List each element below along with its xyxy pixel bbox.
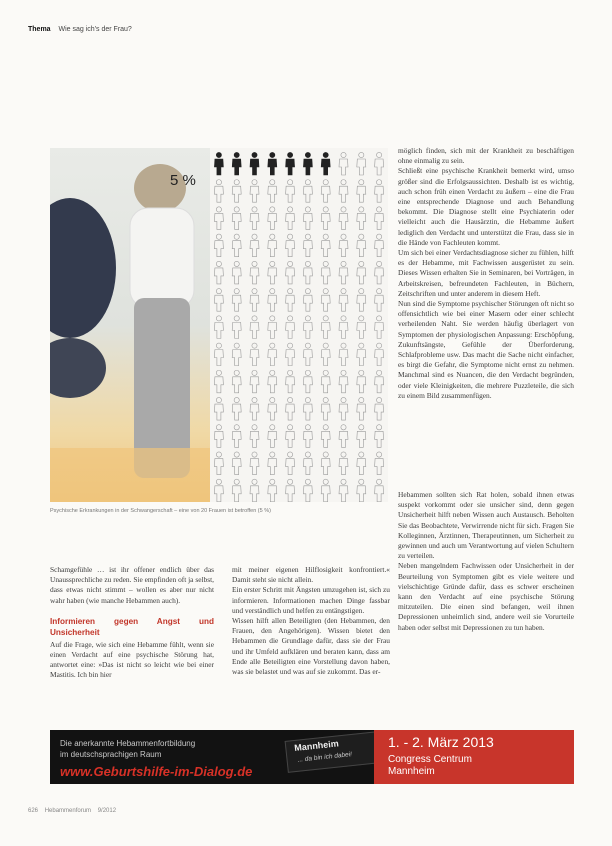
person-figure bbox=[303, 343, 312, 366]
person-figure bbox=[339, 152, 348, 175]
person-figure bbox=[375, 180, 384, 203]
ad-badge-sub: ... da bin ich dabei! bbox=[297, 751, 353, 764]
person-figure bbox=[357, 370, 366, 393]
ad-line-2: im deutschsprachigen Raum bbox=[60, 750, 162, 759]
person-figure bbox=[357, 479, 366, 502]
person-figure bbox=[268, 452, 277, 475]
person-figure bbox=[357, 316, 366, 339]
ad-venue-line-1: Congress Centrum bbox=[388, 754, 472, 765]
person-figure bbox=[268, 289, 277, 312]
person-figure-highlighted bbox=[268, 152, 277, 175]
person-figure bbox=[339, 479, 348, 502]
person-figure bbox=[250, 479, 259, 502]
person-figure bbox=[303, 425, 312, 448]
person-figure bbox=[250, 343, 259, 366]
person-figure bbox=[286, 234, 295, 257]
person-figure bbox=[303, 180, 312, 203]
person-figure bbox=[250, 180, 259, 203]
person-figure bbox=[357, 207, 366, 230]
person-figure bbox=[268, 397, 277, 420]
person-figure bbox=[250, 452, 259, 475]
person-figure bbox=[357, 425, 366, 448]
person-figure bbox=[375, 234, 384, 257]
paragraph: möglich finden, sich mit der Krankheit zu beschäftigen ohne einmalig zu sein. bbox=[398, 146, 574, 166]
page-number: 626 bbox=[28, 808, 39, 814]
person-figure bbox=[232, 452, 241, 475]
issue-number: 9/2012 bbox=[97, 808, 117, 814]
person-figure bbox=[214, 425, 223, 448]
paragraph: Ein erster Schritt mit Ängsten umzugehen ist, sich zu informieren. Informationen machen Dinge fassbar und verständlich und helfen zu entängstigen. bbox=[232, 585, 390, 615]
person-figure bbox=[286, 207, 295, 230]
person-figure bbox=[232, 261, 241, 284]
person-figure bbox=[268, 316, 277, 339]
person-figure bbox=[321, 261, 330, 284]
person-figure bbox=[321, 425, 330, 448]
person-figure bbox=[232, 316, 241, 339]
section-label: Thema bbox=[28, 26, 51, 33]
person-figure bbox=[339, 343, 348, 366]
column-left bbox=[50, 565, 214, 681]
figure-grid-svg bbox=[210, 148, 388, 502]
ad-badge bbox=[285, 731, 382, 773]
person-figure bbox=[375, 425, 384, 448]
person-figure bbox=[339, 261, 348, 284]
person-figure bbox=[268, 180, 277, 203]
person-figure bbox=[232, 207, 241, 230]
person-figure bbox=[268, 370, 277, 393]
section-title: Wie sag ich's der Frau? bbox=[58, 26, 132, 33]
paragraph: Hebammen sollten sich Rat holen, sobald ihnen etwas suspekt vorkommt oder sie unsicher sind, denn gegen Unsicherheit hilft neben Wissen auch Austausch. Beholten Sie das Beobachtete, Verwirrende nicht für sich. Fragen Sie Kolleginnen, Ärztinnen, Therapeutinnen, um Sicherheit zu gewinnen und auch um Verantwortung auf vielen Schultern zu verteilen. bbox=[398, 490, 574, 561]
person-figure bbox=[303, 370, 312, 393]
paragraph: Wissen hilft allen Beteiligten (den Hebammen, den Frauen, den Angehörigen). Wissen bietet den Hebammen die Grundlage dafür, dass sie der Frau und ihr Umfeld aufklären und beraten kann, dass am Ende alle Beteiligten eine Vorstellung davon haben, was sie belastet und was auf sie zukommt. Das er- bbox=[232, 616, 390, 677]
person-figure bbox=[268, 234, 277, 257]
person-figure bbox=[232, 397, 241, 420]
column-middle bbox=[232, 565, 390, 677]
person-figure bbox=[375, 289, 384, 312]
person-figure bbox=[303, 316, 312, 339]
person-figure bbox=[339, 180, 348, 203]
person-figure bbox=[321, 234, 330, 257]
column-right-bottom bbox=[398, 490, 574, 633]
paragraph: Auf die Frage, wie sich eine Hebamme fühlt, wenn sie einen Verdacht auf eine psychische Störung hat, antwortet eine: »Das ist nicht so leicht wie bei einer Mastitis. Ich bin hier bbox=[50, 639, 214, 680]
person-figure bbox=[321, 343, 330, 366]
running-header bbox=[28, 26, 132, 33]
ad-tagline bbox=[60, 738, 195, 760]
person-figure-highlighted bbox=[250, 152, 259, 175]
paragraph: Nun sind die Symptome psychischer Störungen oft nicht so offensichtlich wie bei einer Masern oder einer schlecht verheilenden Naht. Sie werden häufig überlagert von Symptomen der physiologischen Anpassung: Erschöpfung, Zukunftsängste, Gefühle der Überforderung, Schlafprobleme usw. Das macht die Sache nicht einfacher, es birgt die Gefahr, die Symptome nicht ernst zu nehmen. Manchmal sind es Nuancen, die den Verdacht begründen, oder viele Kleinigkeiten, die mehrere Puzzleteile, die sich zu einem Bild zusammenfügen. bbox=[398, 299, 574, 400]
ad-date: 1. - 2. März 2013 bbox=[388, 734, 494, 750]
person-figure bbox=[250, 234, 259, 257]
person-figure bbox=[286, 425, 295, 448]
person-figure bbox=[339, 370, 348, 393]
person-figure bbox=[303, 207, 312, 230]
ad-badge-title: Mannheim bbox=[293, 738, 340, 753]
person-figure bbox=[232, 180, 241, 203]
person-figure bbox=[357, 234, 366, 257]
person-figure bbox=[214, 261, 223, 284]
person-figure bbox=[303, 452, 312, 475]
person-figure bbox=[303, 261, 312, 284]
person-figure bbox=[250, 316, 259, 339]
person-figure bbox=[214, 343, 223, 366]
advertisement-banner[interactable] bbox=[50, 730, 574, 784]
person-figure bbox=[321, 289, 330, 312]
person-figure bbox=[357, 452, 366, 475]
person-figure bbox=[375, 370, 384, 393]
person-figure bbox=[339, 207, 348, 230]
person-figure bbox=[268, 207, 277, 230]
person-figure bbox=[375, 479, 384, 502]
person-figure bbox=[250, 261, 259, 284]
person-figure bbox=[321, 397, 330, 420]
person-figure bbox=[375, 397, 384, 420]
person-figure bbox=[250, 289, 259, 312]
person-figure bbox=[250, 370, 259, 393]
paragraph: Schließt eine psychische Krankheit bemerkt wird, umso größer sind die Erfolgsaussichten. Deshalb ist es wichtig, auch schon früh einen Verdacht zu äußern – eine die Frau eine entsprechende Diagnose und auch Behandlung bekommt. Die Diagnose stellt eine Psychiaterin oder vielleicht auch die Hausärztin, die Hebamme äußert lediglich den Verdacht und unterstützt die Frau, dass sie in die Hände von Fachleuten kommt. bbox=[398, 166, 574, 247]
person-figure bbox=[286, 397, 295, 420]
person-figure bbox=[375, 261, 384, 284]
person-figure bbox=[321, 452, 330, 475]
person-figure bbox=[375, 316, 384, 339]
person-figure-highlighted bbox=[286, 152, 295, 175]
person-figure bbox=[286, 180, 295, 203]
person-figure bbox=[250, 207, 259, 230]
person-figure bbox=[268, 261, 277, 284]
column-right-top bbox=[398, 146, 574, 401]
percent-label: 5 % bbox=[170, 172, 196, 189]
page-footer bbox=[28, 808, 116, 814]
person-figure bbox=[232, 289, 241, 312]
person-figure bbox=[375, 152, 384, 175]
person-figure-highlighted bbox=[303, 152, 312, 175]
person-figure bbox=[321, 207, 330, 230]
person-figure bbox=[321, 316, 330, 339]
person-figure bbox=[357, 261, 366, 284]
person-figure bbox=[303, 479, 312, 502]
paragraph: Neben mangelndem Fachwissen oder Unsicherheit in der Beurteilung von Symptomen gibt es viele weitere und vielschichtige Gründe dafür, dass es schwer erscheinen kann den Verdacht auf eine psychische Störung mitzuteilen. Die einen sind befangen, weil ihnen Depressionen unheimlich sind, andere weil sie Vorurteile haben oder selbst mit Depressionen zu tun haben. bbox=[398, 561, 574, 632]
person-figure bbox=[232, 479, 241, 502]
person-figure bbox=[214, 397, 223, 420]
person-figure bbox=[303, 397, 312, 420]
person-figure bbox=[232, 343, 241, 366]
person-figure bbox=[303, 289, 312, 312]
person-figure bbox=[286, 370, 295, 393]
person-figure bbox=[339, 316, 348, 339]
pregnant-woman-photo bbox=[50, 148, 214, 502]
person-figure bbox=[286, 289, 295, 312]
photo-illustration bbox=[50, 148, 214, 502]
person-figure bbox=[268, 425, 277, 448]
ad-venue-line-2: Mannheim bbox=[388, 766, 435, 777]
person-figure bbox=[286, 316, 295, 339]
figure-grid bbox=[210, 148, 388, 502]
figure-caption: Psychische Erkrankungen in der Schwangerschaft – eine von 20 Frauen ist betroffen (5 %) bbox=[50, 508, 271, 514]
person-figure bbox=[214, 316, 223, 339]
person-figure-highlighted bbox=[321, 152, 330, 175]
person-figure bbox=[214, 370, 223, 393]
person-figure bbox=[321, 180, 330, 203]
person-figure-highlighted bbox=[232, 152, 241, 175]
paragraph: Um sich bei einer Verdachtsdiagnose sicher zu fühlen, hilft es der Hebamme, mit Fachwissen ausgerüstet zu sein. Dieses Wissen erhalten Sie in Seminaren, bei Vorträgen, in Arbeitskreisen, befreundeten Fachleuten, in Büchern, Zeitschriften und unter anderem in diesem Heft. bbox=[398, 248, 574, 298]
person-figure bbox=[232, 425, 241, 448]
person-figure bbox=[339, 425, 348, 448]
journal-name: Hebammenforum bbox=[44, 808, 92, 814]
person-figure bbox=[321, 479, 330, 502]
person-figure bbox=[214, 452, 223, 475]
person-figure bbox=[357, 180, 366, 203]
person-figure bbox=[339, 452, 348, 475]
person-figure bbox=[232, 370, 241, 393]
person-figure bbox=[268, 343, 277, 366]
person-figure bbox=[375, 452, 384, 475]
person-figure bbox=[339, 289, 348, 312]
ad-url-link[interactable]: www.Geburtshilfe-im-Dialog.de bbox=[60, 764, 253, 779]
ad-venue bbox=[388, 754, 472, 778]
ad-line-1: Die anerkannte Hebammenfortbildung bbox=[60, 739, 196, 748]
subheading: Informieren gegen Angst und Unsicherheit bbox=[50, 616, 214, 637]
person-figure bbox=[339, 234, 348, 257]
person-figure bbox=[286, 452, 295, 475]
person-figure bbox=[375, 207, 384, 230]
person-figure bbox=[357, 343, 366, 366]
person-figure bbox=[286, 343, 295, 366]
person-figure-highlighted bbox=[214, 152, 223, 175]
person-figure bbox=[339, 397, 348, 420]
paragraph: Schamgefühle … ist ihr offener endlich über das Unaussprechliche zu reden. Sie empfinden oft ja selbst, dass etwas nicht stimmt – wollen es aber nur nicht wahr haben (wie manche Hebammen auch). bbox=[50, 565, 214, 605]
person-figure bbox=[357, 397, 366, 420]
person-figure bbox=[303, 234, 312, 257]
person-figure bbox=[321, 370, 330, 393]
person-figure bbox=[250, 425, 259, 448]
person-figure bbox=[357, 152, 366, 175]
person-figure bbox=[268, 479, 277, 502]
person-figure bbox=[232, 234, 241, 257]
person-figure bbox=[214, 180, 223, 203]
person-figure bbox=[357, 289, 366, 312]
person-figure bbox=[214, 234, 223, 257]
ad-event-box bbox=[374, 730, 574, 784]
person-figure bbox=[214, 289, 223, 312]
person-figure bbox=[250, 397, 259, 420]
person-figure bbox=[286, 261, 295, 284]
person-figure bbox=[214, 479, 223, 502]
person-figure bbox=[286, 479, 295, 502]
paragraph: mit meiner eigenen Hilflosigkeit konfrontiert.« Damit steht sie nicht allein. bbox=[232, 565, 390, 585]
person-figure bbox=[375, 343, 384, 366]
person-figure bbox=[214, 207, 223, 230]
